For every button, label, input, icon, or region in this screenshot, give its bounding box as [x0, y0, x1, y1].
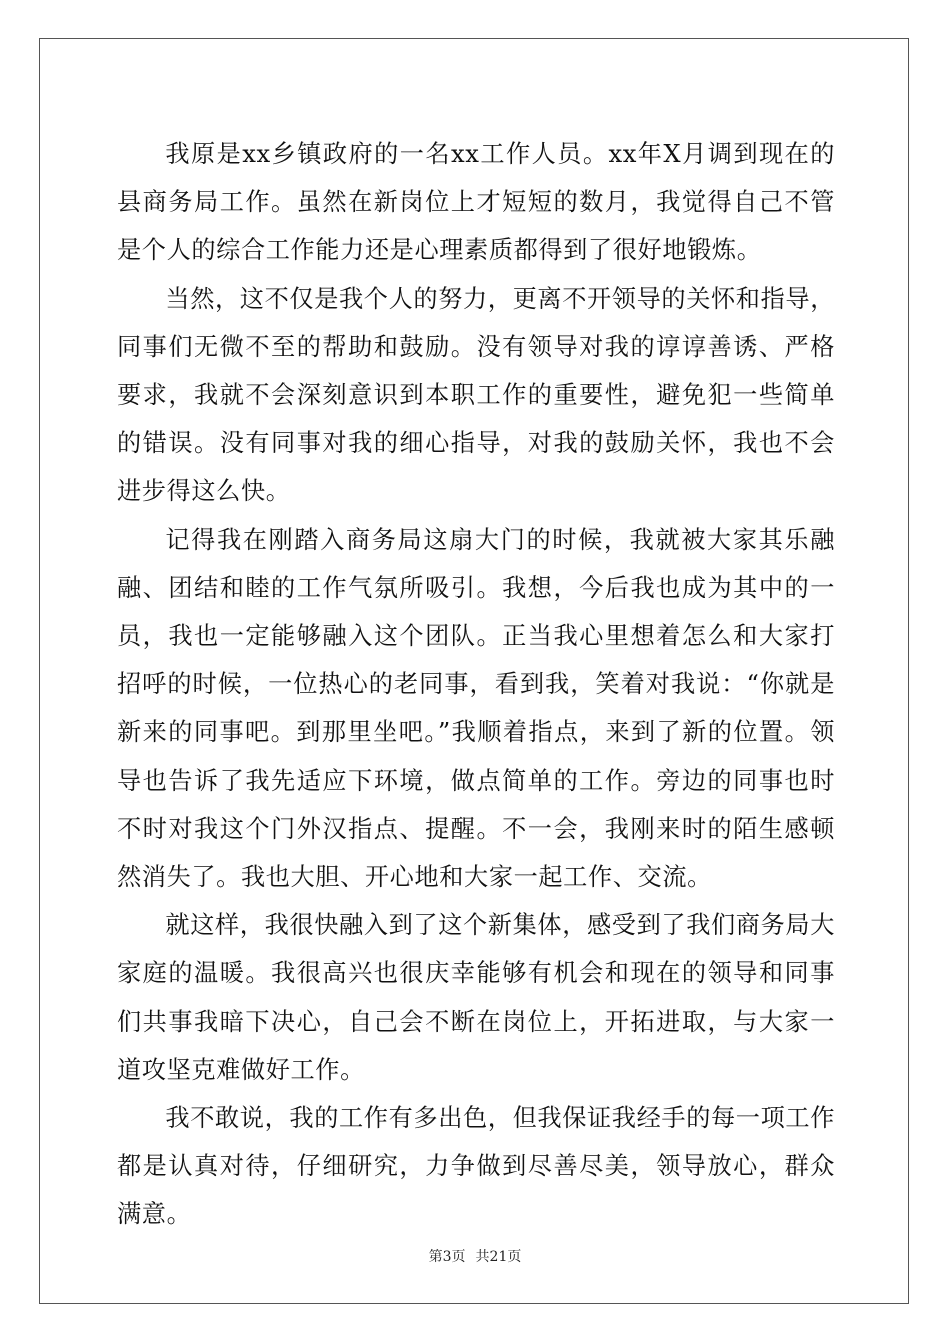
paragraph-2: 当然，这不仅是我个人的努力，更离不开领导的关怀和指导，同事们无微不至的帮助和鼓励。没有领导对我的谆谆善诱、严格要求，我就不会深刻意识到本职工作的重要性，避免犯一些简单的错误。没有同事对我的细心指导，对我的鼓励关怀，我也不会进步得这么快。 — [117, 284, 835, 506]
paragraph-4: 就这样，我很快融入到了这个新集体，感受到了我们商务局大家庭的温暖。我很高兴也很庆幸能够有机会和现在的领导和同事们共事我暗下决心，自己会不断在岗位上，开拓进取，与大家一道攻坚克难做好工作。 — [117, 911, 835, 1084]
page-total: 共21页 — [475, 1249, 522, 1265]
paragraph-3: 记得我在刚踏入商务局这扇大门的时候，我就被大家其乐融融、团结和睦的工作气氛所吸引。我想，今后我也成为其中的一员，我也一定能够融入这个团队。正当我心里想着怎么和大家打招呼的时候，一位热心的老同事，看到我，笑着对我说：“你就是新来的同事吧。到那里坐吧。”我顺着指点，来到了新的位置。领导也告诉了我先适应下环境，做点简单的工作。旁边的同事也时不时对我这个门外汉指点、提醒。不一会，我刚来时的陌生感顿然消失了。我也大胆、开心地和大家一起工作、交流。 — [117, 525, 835, 892]
page-number: 第3页 — [428, 1249, 466, 1265]
paragraph-5: 我不敢说，我的工作有多出色，但我保证我经手的每一项工作都是认真对待，仔细研究，力争做到尽善尽美，领导放心，群众满意。 — [117, 1104, 835, 1229]
document-body — [117, 130, 835, 1239]
paragraph-1: 我原是xx乡镇政府的一名xx工作人员。xx年X月调到现在的县商务局工作。虽然在新岗位上才短短的数月，我觉得自己不管是个人的综合工作能力还是心理素质都得到了很好地锻炼。 — [117, 140, 835, 265]
page-footer — [0, 1248, 950, 1266]
